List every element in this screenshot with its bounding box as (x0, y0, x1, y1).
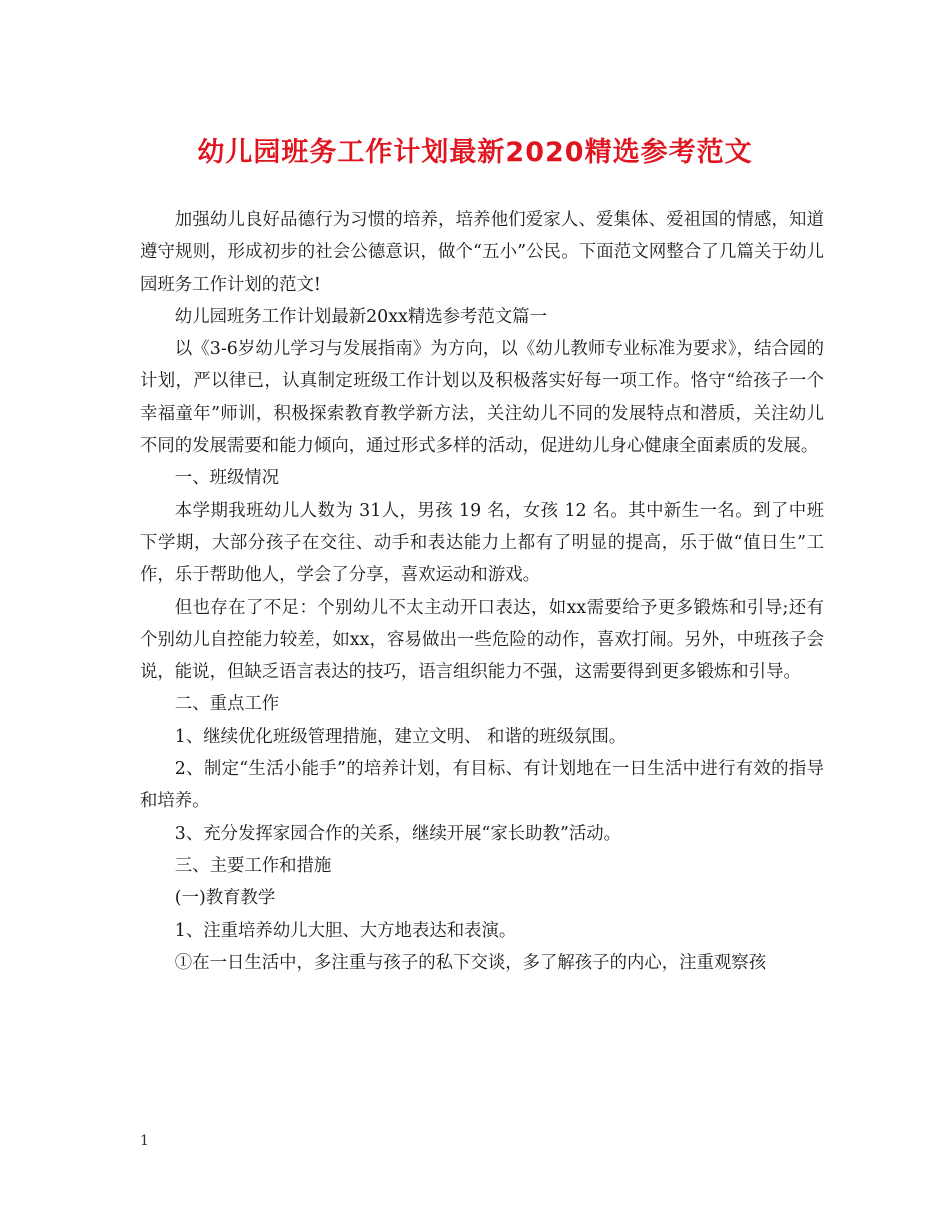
document-body (140, 204, 824, 979)
paragraph-shortcomings: 但也存在了不足：个别幼儿不太主动开口表达，如xx需要给予更多锻炼和引导;还有个别幼儿自控能力较差，如xx，容易做出一些危险的动作，喜欢打闹。另外，中班孩子会说，能说，但缺乏语言表达的技巧，语言组织能力不强，这需要得到更多锻炼和引导。 (140, 597, 824, 683)
subheading-education: (一)教育教学 (174, 888, 276, 909)
page-number: 1 (140, 1133, 149, 1149)
list-item-education-1: 1、注重培养幼儿大胆、大方地表达和表演。 (174, 920, 517, 941)
list-item-education-1-a: ①在一日生活中，多注重与孩子的私下交谈，多了解孩子的内心，注重观察孩 (174, 952, 767, 973)
paragraph-class-situation: 本学期我班幼儿人数为 31人，男孩 19 名，女孩 12 名。其中新生一名。到了中班下学期，大部分孩子在交往、动手和表达能力上都有了明显的提高，乐于做“值日生”工作，乐于帮助他人，学会了分享，喜欢运动和游戏。 (140, 500, 824, 586)
list-item-key-work-2: 2、制定“生活小能手”的培养计划，有目标、有计划地在一日生活中进行有效的指导和培养。 (140, 759, 824, 812)
heading-key-work: 二、重点工作 (174, 694, 280, 715)
paragraph-guideline: 以《3-6岁幼儿学习与发展指南》为方向，以《幼儿教师专业标准为要求》，结合园的计划，严以律已，认真制定班级工作计划以及积极落实好每一项工作。恪守“给孩子一个幸福童年”师训，积极探索教育教学新方法，关注幼儿不同的发展特点和潜质，关注幼儿不同的发展需要和能力倾向，通过形式多样的活动，促进幼儿身心健康全面素质的发展。 (140, 339, 824, 457)
document-title: 幼儿园班务工作计划最新2020精选参考范文 (197, 137, 753, 168)
list-item-key-work-1: 1、继续优化班级管理措施，建立文明、 和谐的班级氛围。 (174, 726, 627, 747)
paragraph-section-heading: 幼儿园班务工作计划最新20xx精选参考范文篇一 (174, 306, 547, 327)
heading-class-situation: 一、班级情况 (174, 468, 280, 489)
paragraph-intro: 加强幼儿良好品德行为习惯的培养，培养他们爱家人、爱集体、爱祖国的情感，知道遵守规则，形成初步的社会公德意识，做个“五小”公民。下面范文网整合了几篇关于幼儿园班务工作计划的范文! (140, 210, 824, 295)
list-item-key-work-3: 3、充分发挥家园合作的关系，继续开展“家长助教”活动。 (174, 823, 622, 844)
heading-main-work: 三、主要工作和措施 (174, 855, 332, 876)
